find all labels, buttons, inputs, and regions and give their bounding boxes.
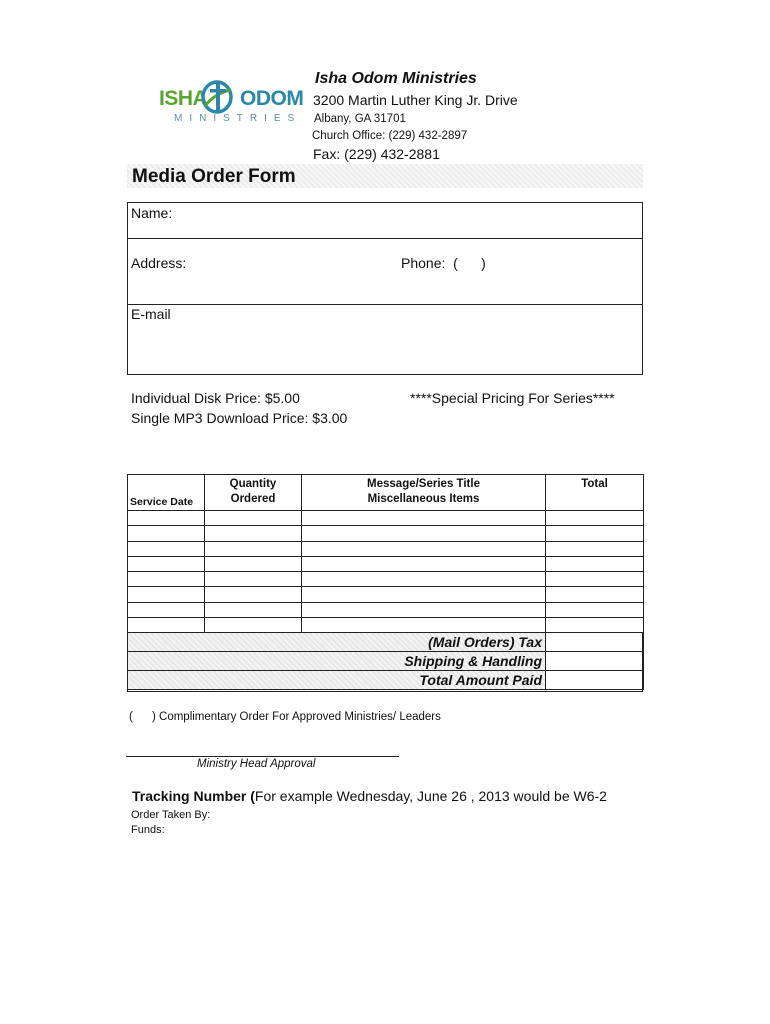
table-row xyxy=(128,618,644,633)
column-header-title xyxy=(302,475,546,511)
address-field[interactable]: Address: xyxy=(131,255,187,271)
service-date-cell[interactable] xyxy=(128,602,205,617)
cross-emblem-icon xyxy=(200,80,236,114)
total-cell[interactable] xyxy=(546,618,644,633)
address-line-2: Albany, GA 31701 xyxy=(314,113,406,125)
column-header-title-line1: Message/Series Title xyxy=(367,478,480,490)
tracking-example: For example Wednesday, June 26 , 2013 would be W6-2 xyxy=(254,788,607,804)
organization-name: Isha Odom Ministries xyxy=(315,70,477,87)
total-cell[interactable] xyxy=(546,572,644,587)
phone-field[interactable]: Phone: ( ) xyxy=(401,255,486,271)
shipping-label: Shipping & Handling xyxy=(128,652,546,671)
ministry-logo xyxy=(156,80,304,130)
signature-line[interactable] xyxy=(126,756,399,757)
service-date-cell[interactable] xyxy=(128,541,205,556)
table-row xyxy=(128,556,644,571)
shipping-row xyxy=(128,652,644,671)
column-header-quantity-line1: Quantity xyxy=(229,478,277,490)
quantity-cell[interactable] xyxy=(205,526,302,541)
logo-odom-text: ODOM xyxy=(240,87,304,110)
complimentary-order-checkbox[interactable]: ( ) Complimentary Order For Approved Ministries/ Leaders xyxy=(129,711,441,723)
title-cell[interactable] xyxy=(302,526,546,541)
title-cell[interactable] xyxy=(302,618,546,633)
name-field[interactable]: Name: xyxy=(131,205,173,221)
title-cell[interactable] xyxy=(302,541,546,556)
total-paid-value-cell[interactable] xyxy=(546,671,644,690)
column-header-total: Total xyxy=(546,475,644,511)
tax-value-cell[interactable] xyxy=(546,633,644,652)
email-field[interactable]: E-mail xyxy=(131,306,171,322)
quantity-cell[interactable] xyxy=(205,618,302,633)
order-table xyxy=(127,474,644,633)
column-header-service-date: Service Date xyxy=(128,475,205,511)
table-row xyxy=(128,541,644,556)
totals-table xyxy=(127,632,644,690)
quantity-cell[interactable] xyxy=(205,511,302,526)
table-row xyxy=(128,572,644,587)
table-row xyxy=(128,511,644,526)
title-cell[interactable] xyxy=(302,556,546,571)
fax-number: Fax: (229) 432-2881 xyxy=(313,146,440,162)
tracking-number-label: Tracking Number ( xyxy=(132,788,255,804)
service-date-cell[interactable] xyxy=(128,618,205,633)
total-cell[interactable] xyxy=(546,526,644,541)
church-office-phone: Church Office: (229) 432-2897 xyxy=(312,130,468,142)
total-cell[interactable] xyxy=(546,602,644,617)
total-cell[interactable] xyxy=(546,587,644,602)
tax-row xyxy=(128,633,644,652)
mp3-price: Single MP3 Download Price: $3.00 xyxy=(131,410,348,426)
title-cell[interactable] xyxy=(302,587,546,602)
column-header-quantity xyxy=(205,475,302,511)
form-title: Media Order Form xyxy=(132,166,296,187)
contact-info-box xyxy=(127,202,643,375)
quantity-cell[interactable] xyxy=(205,572,302,587)
total-cell[interactable] xyxy=(546,556,644,571)
order-taken-by-label: Order Taken By: xyxy=(131,809,211,821)
total-paid-label: Total Amount Paid xyxy=(128,671,546,690)
column-header-title-line2: Miscellaneous Items xyxy=(367,493,480,505)
special-pricing-note: ****Special Pricing For Series**** xyxy=(410,390,615,406)
logo-ministries-text: MINISTRIES xyxy=(174,113,302,124)
service-date-cell[interactable] xyxy=(128,572,205,587)
total-cell[interactable] xyxy=(546,541,644,556)
logo-isha-text: ISHA xyxy=(159,87,208,110)
total-cell[interactable] xyxy=(546,511,644,526)
funds-label: Funds: xyxy=(131,824,165,836)
title-cell[interactable] xyxy=(302,602,546,617)
service-date-cell[interactable] xyxy=(128,556,205,571)
table-row xyxy=(128,602,644,617)
signature-caption: Ministry Head Approval xyxy=(197,758,316,770)
tax-label: (Mail Orders) Tax xyxy=(128,633,546,652)
disk-price: Individual Disk Price: $5.00 xyxy=(131,390,300,406)
tracking-number-line xyxy=(132,788,607,804)
divider xyxy=(128,238,642,239)
service-date-cell[interactable] xyxy=(128,587,205,602)
service-date-cell[interactable] xyxy=(128,526,205,541)
table-row xyxy=(128,587,644,602)
quantity-cell[interactable] xyxy=(205,541,302,556)
table-header-row xyxy=(128,475,644,511)
column-header-quantity-line2: Ordered xyxy=(230,493,276,505)
quantity-cell[interactable] xyxy=(205,556,302,571)
title-cell[interactable] xyxy=(302,511,546,526)
divider xyxy=(128,304,642,305)
total-paid-row xyxy=(128,671,644,690)
quantity-cell[interactable] xyxy=(205,587,302,602)
service-date-cell[interactable] xyxy=(128,511,205,526)
quantity-cell[interactable] xyxy=(205,602,302,617)
shipping-value-cell[interactable] xyxy=(546,652,644,671)
table-row xyxy=(128,526,644,541)
title-cell[interactable] xyxy=(302,572,546,587)
address-line-1: 3200 Martin Luther King Jr. Drive xyxy=(313,92,518,108)
